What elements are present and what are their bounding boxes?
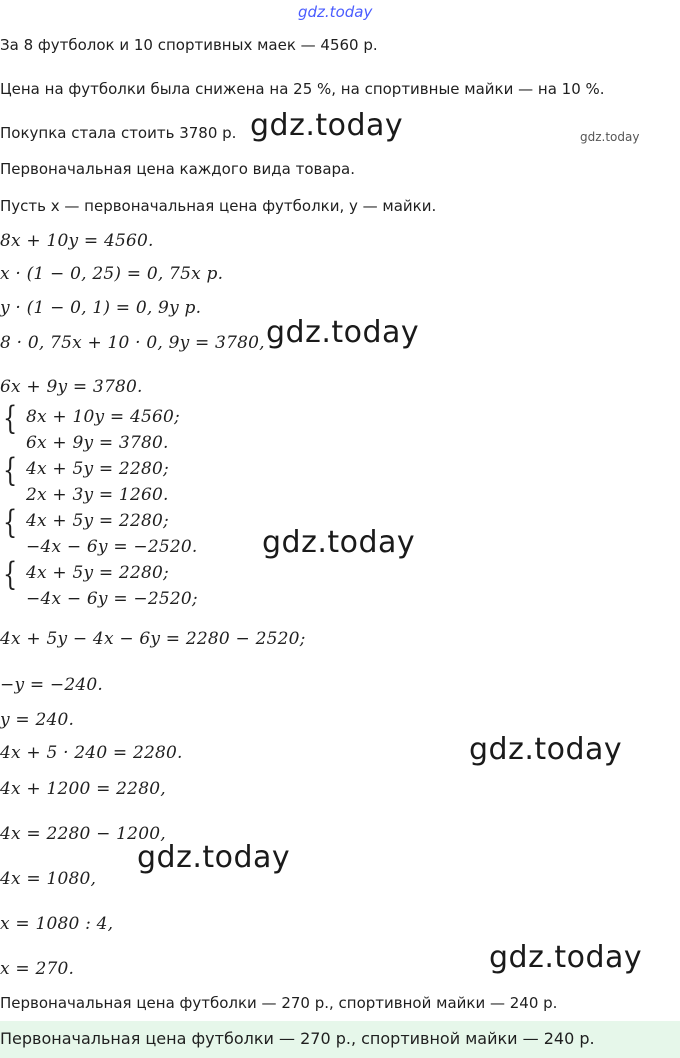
system-brace-2: { [3,451,18,489]
equation-7: −y = −240. [0,675,103,695]
system-brace-4: { [3,555,18,593]
watermark-1: gdz.today [250,108,404,143]
system-2-line-1: 4x + 5y = 2280; [26,459,169,479]
answer-text: Первоначальная цена футболки — 270 р., спортивной майки — 240 р. [0,1029,595,1048]
equation-11: 4x = 2280 − 1200, [0,824,166,844]
equation-10: 4x + 1200 = 2280, [0,779,166,799]
equation-13: x = 1080 : 4, [0,914,114,934]
system-3-line-1: 4x + 5y = 2280; [26,511,169,531]
system-1-line-2: 6x + 9y = 3780. [26,433,169,453]
watermark-5: gdz.today [137,840,291,875]
equation-2: x · (1 − 0, 25) = 0, 75x р. [0,264,224,284]
watermark-top: gdz.today [298,3,373,21]
problem-line-1: За 8 футболок и 10 спортивных маек — 4560 р. [0,36,378,54]
equation-1: 8x + 10y = 4560. [0,231,154,251]
equation-5: 6x + 9y = 3780. [0,377,143,397]
problem-line-2: Цена на футболки была снижена на 25 %, на спортивные майки — на 10 %. [0,80,605,98]
watermark-4: gdz.today [469,732,623,767]
equation-12: 4x = 1080, [0,869,97,889]
watermark-small: gdz.today [580,130,640,144]
problem-line-3: Покупка стала стоить 3780 р. [0,124,237,142]
system-brace-3: { [3,503,18,541]
system-brace-1: { [3,399,18,437]
equation-4: 8 · 0, 75x + 10 · 0, 9y = 3780, [0,333,265,353]
system-4-line-2: −4x − 6y = −2520; [26,589,198,609]
system-1-line-1: 8x + 10y = 4560; [26,407,180,427]
system-4-line-1: 4x + 5y = 2280; [26,563,169,583]
solution-let: Пусть x — первоначальная цена футболки, y — майки. [0,197,437,215]
conclusion: Первоначальная цена футболки — 270 р., спортивной майки — 240 р. [0,994,558,1012]
problem-line-4: Первоначальная цена каждого вида товара. [0,160,356,178]
system-3-line-2: −4x − 6y = −2520. [26,537,198,557]
equation-8: y = 240. [0,710,75,730]
equation-14: x = 270. [0,959,75,979]
system-2-line-2: 2x + 3y = 1260. [26,485,169,505]
watermark-6: gdz.today [489,940,643,975]
watermark-2: gdz.today [266,315,420,350]
equation-3: y · (1 − 0, 1) = 0, 9y р. [0,298,202,318]
equation-9: 4x + 5 · 240 = 2280. [0,743,183,763]
watermark-3: gdz.today [262,525,416,560]
equation-6: 4x + 5y − 4x − 6y = 2280 − 2520; [0,629,306,649]
